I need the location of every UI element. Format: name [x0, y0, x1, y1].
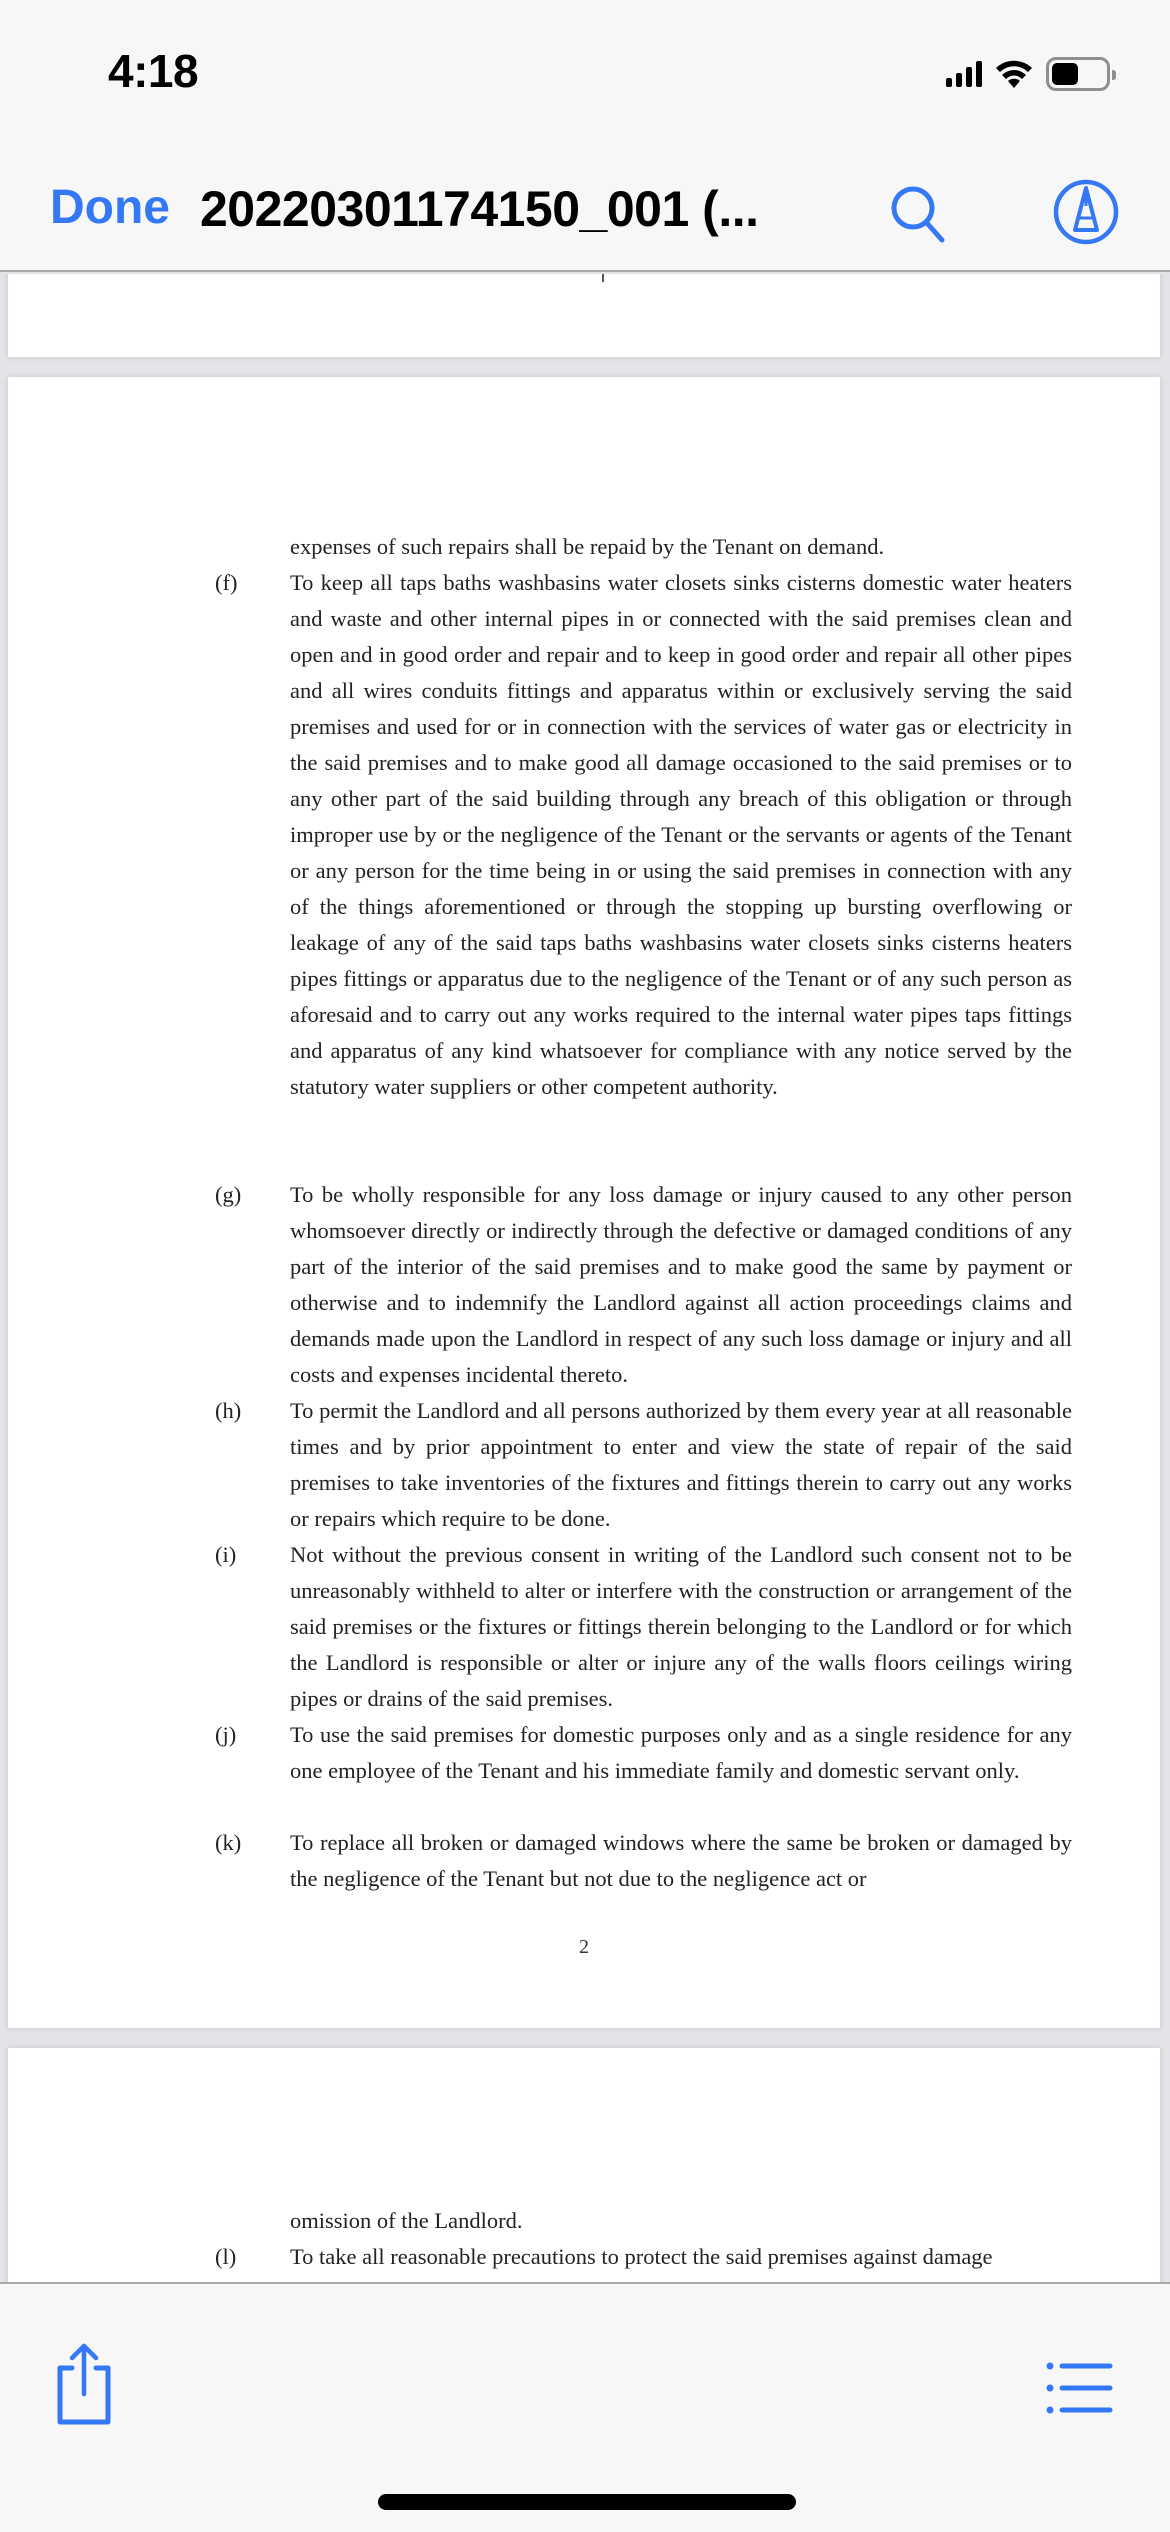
- clause-label-i: (i): [215, 1542, 237, 1567]
- pdf-page-previous: [8, 274, 1160, 357]
- clause-text-h: To permit the Landlord and all persons authorized by them every year at all reasonable times and by prior appointment to enter and view the state of repair of the said premises to take inventories of the fixtures and fittings therein to carry out any works or repairs which require to be done.: [290, 1398, 1072, 1531]
- continued-text: expenses of such repairs shall be repaid by the Tenant on demand.: [290, 534, 885, 559]
- cellular-signal-icon: [946, 61, 982, 87]
- battery-icon: [1046, 57, 1110, 91]
- bottom-toolbar: [0, 2282, 1170, 2532]
- status-time: 4:18: [108, 45, 199, 97]
- home-indicator[interactable]: [378, 2494, 796, 2510]
- clause-text-l: To take all reasonable precautions to protect the said premises against damage: [290, 2244, 993, 2269]
- clause-text-i: Not without the previous consent in writing of the Landlord such consent not to be unreasonably withheld to alter or interfere with the construction or arrangement of the said premises or the fixtures or fittings therein belonging to the Landlord or for which the Landlord is responsible or alter or injure any of the walls floors ceilings wiring pipes or drains of the said premises.: [290, 1542, 1072, 1711]
- clause-text-f: To keep all taps baths washbasins water closets sinks cisterns domestic water heaters and waste and other internal pipes in or connected with the said premises clean and open and in good order and repair and to keep in good order and repair all other pipes and all wires conduits fittings and apparatus within or exclusively serving the said premises and used for or in connection with the services of water gas or electricity in the said premises and to make good all damage occasioned to the said premises or to any other part of the said building through any breach of this obligation or through improper use by or the negligence of the Tenant or the servants or agents of the Tenant or any person for the time being in or using the said premises in connection with any of the things aforementioned or through the stopping up bursting overflowing or leakage of any of the said taps baths washbasins water closets sinks cisterns heaters pipes fittings or apparatus due to the negligence of the Tenant or of any such person as aforesaid and to carry out any works required to the internal water pipes taps fittings and apparatus of any kind whatsoever for compliance with any notice served by the statutory water suppliers or other competent authority.: [290, 570, 1072, 1099]
- status-icons: [946, 56, 1110, 92]
- clause-label-l: (l): [215, 2244, 237, 2269]
- document-viewer[interactable]: [0, 274, 1170, 2282]
- page-number: 2: [579, 1936, 589, 1958]
- list-bullets-icon[interactable]: [1046, 2360, 1114, 2416]
- clause-label-k: (k): [215, 1830, 242, 1855]
- pdf-page-2: [8, 377, 1160, 2028]
- share-icon[interactable]: [52, 2342, 116, 2426]
- clause-text-j: To use the said premises for domestic purposes only and as a single residence for any one employee of the Tenant and his immediate family and domestic servant only.: [290, 1722, 1072, 1783]
- pdf-page-3: [8, 2048, 1160, 2282]
- search-icon[interactable]: [882, 178, 954, 250]
- navigation-bar: [0, 140, 1170, 272]
- document-title: 20220301174150_001 (...: [200, 181, 759, 237]
- done-button[interactable]: Done: [50, 181, 170, 234]
- clause-label-h: (h): [215, 1398, 242, 1423]
- markup-icon[interactable]: [1050, 176, 1122, 248]
- clause-label-g: (g): [215, 1182, 242, 1207]
- status-bar: [0, 0, 1170, 140]
- clause-text-g: To be wholly responsible for any loss damage or injury caused to any other person whomsoever directly or indirectly through the defective or damaged conditions of any part of the interior of the said premises and to make good the same by payment or otherwise and to indemnify the Landlord against all action proceedings claims and demands made upon the Landlord in respect of any such loss damage or injury and all costs and expenses incidental thereto.: [290, 1182, 1072, 1387]
- clause-label-j: (j): [215, 1722, 237, 1747]
- clause-text-k: To replace all broken or damaged windows where the same be broken or damaged by the negligence of the Tenant but not due to the negligence act or: [290, 1830, 1072, 1891]
- wifi-icon: [994, 58, 1034, 90]
- continued-text: omission of the Landlord.: [290, 2208, 523, 2233]
- clause-label-f: (f): [215, 570, 238, 595]
